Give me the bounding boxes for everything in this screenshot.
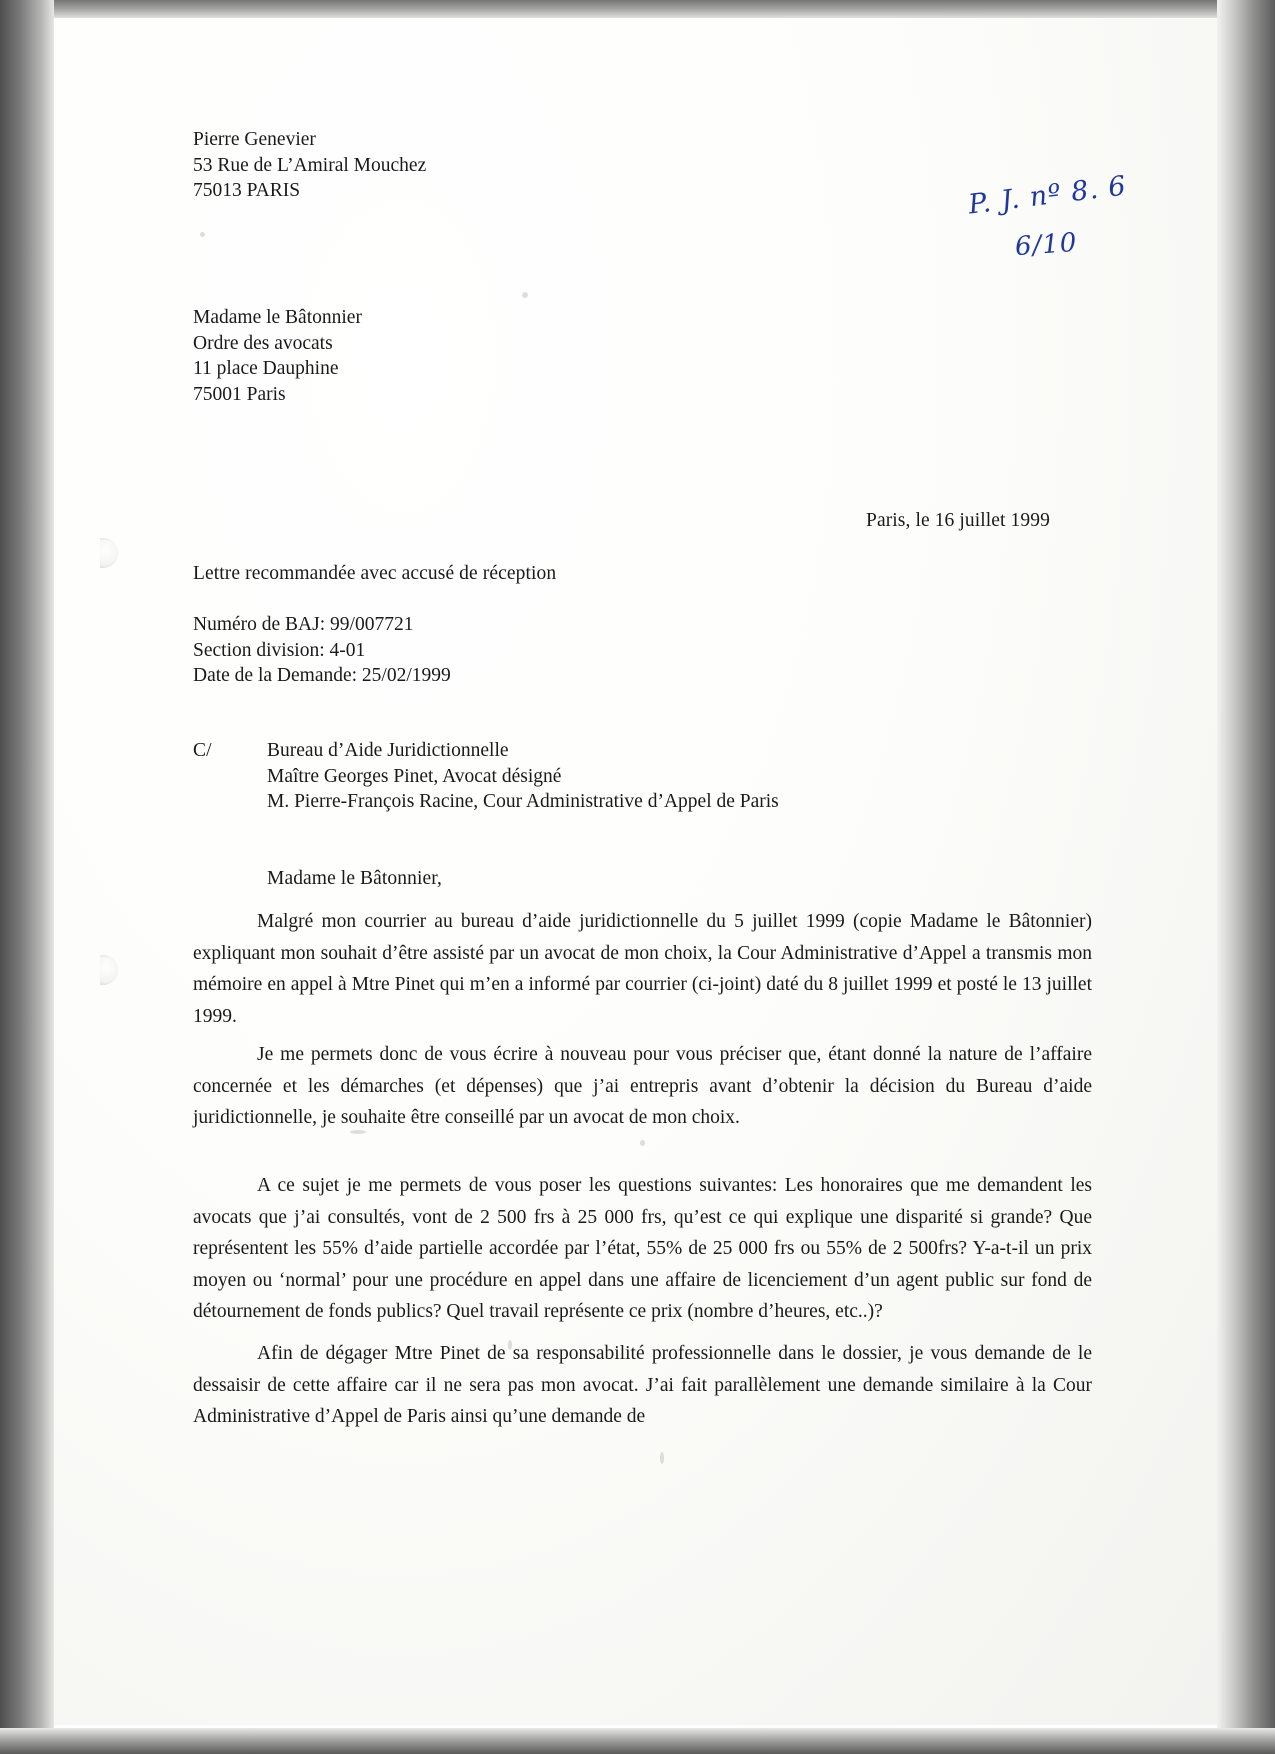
- scan-speck: [660, 1452, 664, 1464]
- reference-section: Section division: 4-01: [193, 639, 366, 661]
- copy-recipient-item: M. Pierre-François Racine, Cour Administrative d’Appel de Paris: [267, 791, 779, 812]
- scan-speck: [640, 1140, 645, 1146]
- scan-edge-bottom: [0, 1728, 1275, 1754]
- place-and-date: Paris, le 16 juillet 1999: [866, 510, 1050, 531]
- body-paragraph-3: A ce sujet je me permets de vous poser les questions suivantes: Les honoraires que me demandent les avocats que j’ai consultés, vont de 2 500 frs à 25 000 frs, qu’est ce qui explique une disparité si grande? Que représentent les 55% d’aide partielle accordée par l’état, 55% de 25 000 frs ou 55% de 2 500frs? Y-a-t-il un prix moyen ou ‘normal’ pour une procédure en appel dans une affaire de licenciement d’un agent public sur fond de détournement de fonds publics? Quel travail représente ce prix (nombre d’heures, etc..)?: [193, 1175, 1092, 1322]
- scan-speck: [200, 232, 205, 237]
- scan-speck: [522, 292, 528, 298]
- reference-baj: Numéro de BAJ: 99/007721: [193, 614, 414, 635]
- reference-date-demande: Date de la Demande: 25/02/1999: [193, 665, 451, 686]
- sender-address-block: [193, 127, 426, 204]
- sender-city: 75013 PARIS: [193, 180, 301, 201]
- body-paragraph-4: Afin de dégager Mtre Pinet de sa responsabilité professionnelle dans le dossier, je vous demande de le dessaisir de cette affaire car il ne sera pas mon avocat. J’ai fait parallèlement une demande similaire à la Cour Administrative d’Appel de Paris ainsi qu’une demande de: [193, 1343, 1092, 1427]
- salutation: Madame le Bâtonnier,: [267, 868, 443, 889]
- sender-name: Pierre Genevier: [193, 129, 316, 150]
- body-paragraph-1: Malgré mon courrier au bureau d’aide juridictionnelle du 5 juillet 1999 (copie Madame le Bâtonnier) expliquant mon souhait d’être assisté par un avocat de mon choix, la Cour Administrative d’Appel a transmis mon mémoire en appel à Mtre Pinet qui m’en a informé par courrier (ci-joint) daté du 8 juillet 1999 et posté le 13 juillet 1999.: [193, 911, 1092, 1027]
- recipient-line-3: 11 place Dauphine: [193, 358, 339, 379]
- body-paragraph-2: Je me permets donc de vous écrire à nouveau pour vous préciser que, étant donné la nature de l’affaire concernée et les démarches (et dépenses) que j’ai entrepris avant d’obtenir la décision du Bureau d’aide juridictionnelle, je souhaite être conseillé par un avocat de mon choix.: [193, 1044, 1092, 1128]
- scan-edge-left: [0, 0, 54, 1754]
- recipient-line-1: Madame le Bâtonnier: [193, 307, 362, 328]
- recipient-line-2: Ordre des avocats: [193, 332, 333, 354]
- reference-block: [193, 612, 451, 689]
- recipient-line-4: 75001 Paris: [193, 383, 286, 405]
- scan-edge-right: [1217, 0, 1275, 1754]
- copy-label: C/: [193, 740, 212, 761]
- scan-edge-top: [0, 0, 1275, 18]
- recipient-address-block: [193, 305, 362, 407]
- handwritten-page-annotation: 6/10: [1014, 227, 1079, 263]
- handwritten-exhibit-annotation: P. J. nº 8. 6: [966, 170, 1129, 221]
- copy-recipient-item: Bureau d’Aide Juridictionnelle: [267, 740, 509, 761]
- copy-recipient-list: [267, 738, 779, 815]
- delivery-note: Lettre recommandée avec accusé de réception: [193, 563, 557, 584]
- copy-recipient-item: Maître Georges Pinet, Avocat désigné: [267, 765, 562, 787]
- sender-street: 53 Rue de L’Amiral Mouchez: [193, 154, 427, 176]
- paper-surface: [52, 12, 1217, 1724]
